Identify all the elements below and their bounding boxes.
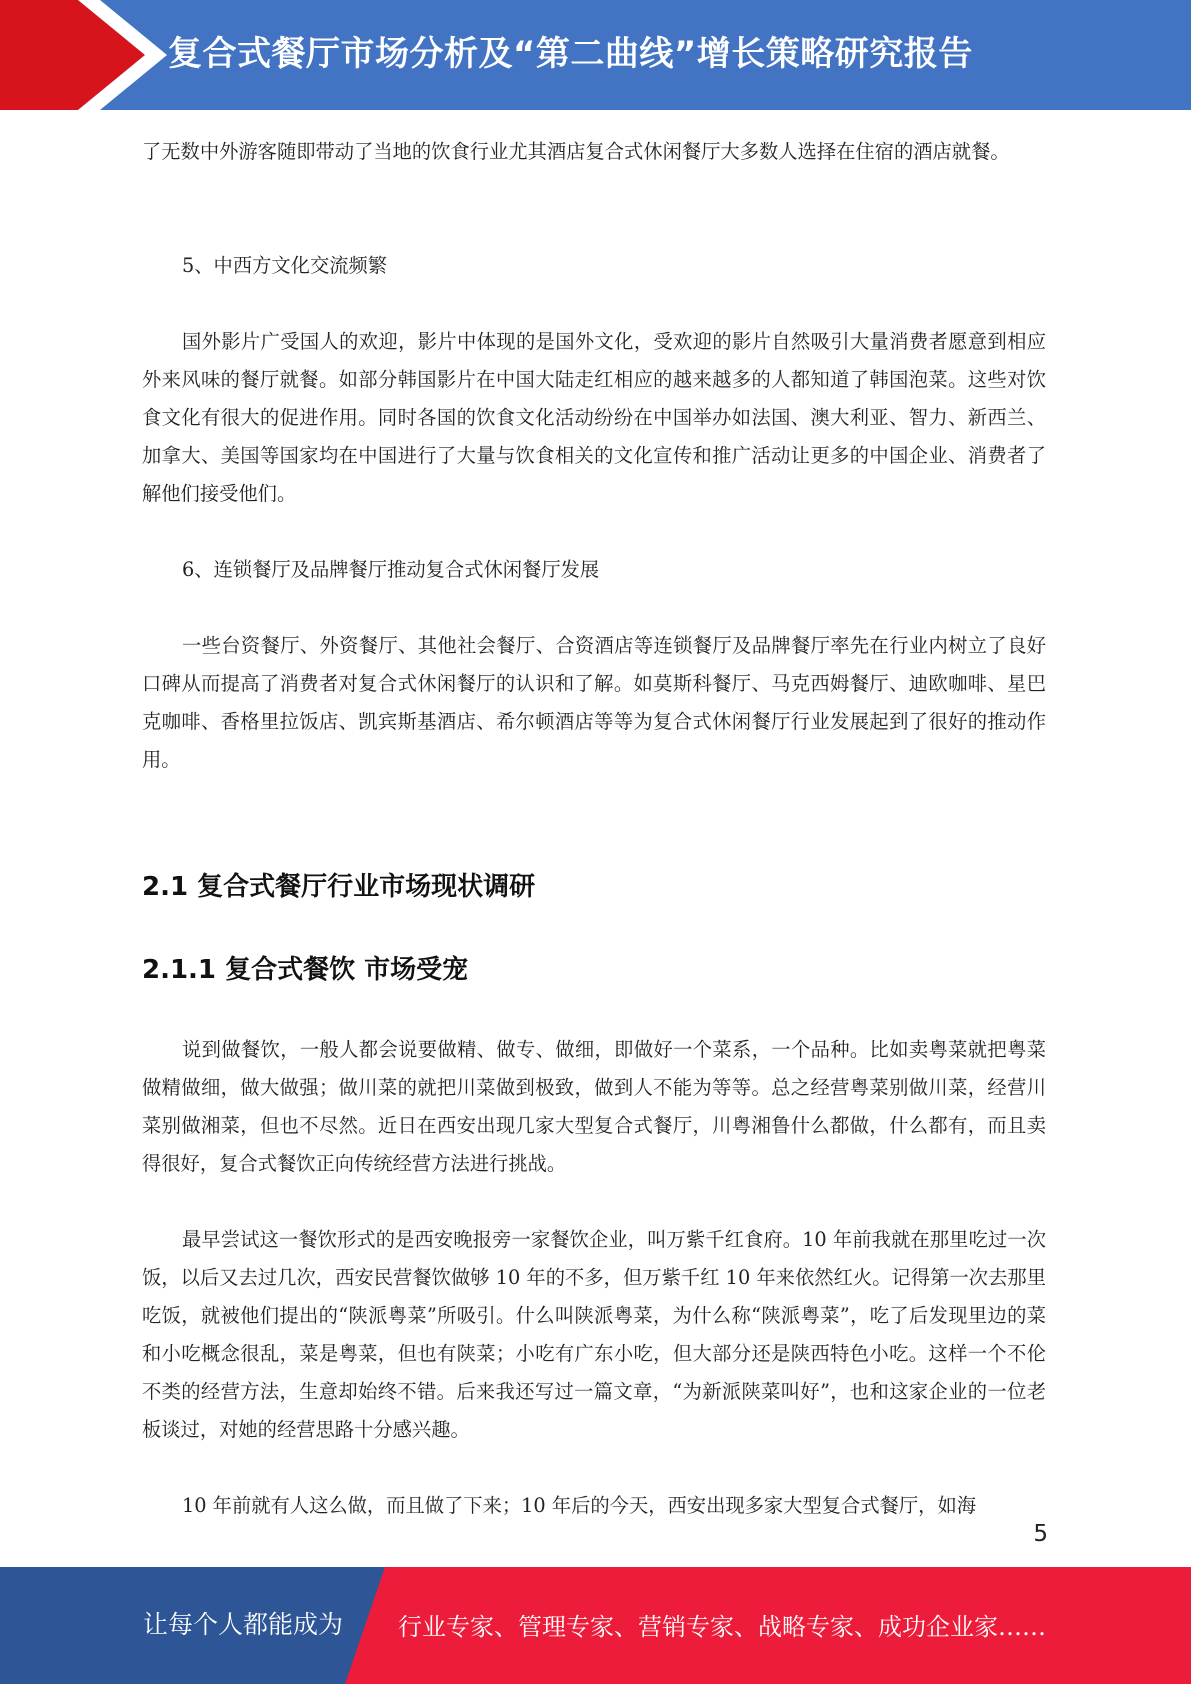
footer-slogan-left: 让每个人都能成为: [143, 1610, 344, 1639]
section-heading: 2.1 复合式餐厅行业市场现状调研: [142, 872, 536, 902]
paragraph: 10 年前就有人这么做，而且做了下来；10 年后的今天，西安出现多家大型复合式餐厅，如海: [182, 1494, 977, 1517]
paragraph: 了无数中外游客随即带动了当地的饮食行业尤其酒店复合式休闲餐厅大多数人选择在住宿的酒店就餐。: [142, 140, 1010, 163]
list-item-5: 5、中西方文化交流频繁: [182, 254, 388, 277]
report-title: 复合式餐厅市场分析及“第二曲线”增长策略研究报告: [168, 34, 973, 74]
page-number: 5: [1033, 1521, 1048, 1547]
page-footer: [0, 1567, 1191, 1684]
subsection-heading: 2.1.1 复合式餐饮 市场受宠: [142, 955, 469, 985]
paragraph: 最早尝试这一餐饮形式的是西安晚报旁一家餐饮企业，叫万紫千红食府。10 年前我就在那里吃过一次饭，以后又去过几次，西安民营餐饮做够 10 年的不多，但万紫千红 10 年来依然红火。记得第一次去那里吃饭，就被他们提出的“陕派粤菜”所吸引。什么叫陕派粤菜，为什么称“陕派粤菜”，吃了后发现里边的菜和小吃概念很乱，菜是粤菜，但也有陕菜；小吃有广东小吃，但大部分还是陕西特色小吃。这样一个不伦不类的经营方法，生意却始终不错。后来我还写过一篇文章，“为新派陕菜叫好”，也和这家企业的一位老板谈过，对她的经营思路十分感兴趣。: [142, 1228, 1046, 1441]
paragraph: 一些台资餐厅、外资餐厅、其他社会餐厅、合资酒店等连锁餐厅及品牌餐厅率先在行业内树立了良好口碑从而提高了消费者对复合式休闲餐厅的认识和了解。如莫斯科餐厅、马克西姆餐厅、迪欧咖啡、星巴克咖啡、香格里拉饭店、凯宾斯基酒店、希尔顿酒店等等为复合式休闲餐厅行业发展起到了很好的推动作用。: [142, 634, 1046, 771]
paragraph: 说到做餐饮，一般人都会说要做精、做专、做细，即做好一个菜系，一个品种。比如卖粤菜就把粤菜做精做细，做大做强；做川菜的就把川菜做到极致，做到人不能为等等。总之经营粤菜别做川菜，经营川菜别做湘菜，但也不尽然。近日在西安出现几家大型复合式餐厅，川粤湘鲁什么都做，什么都有，而且卖得很好，复合式餐饮正向传统经营方法进行挑战。: [142, 1038, 1046, 1175]
footer-slogan-right: 行业专家、管理专家、营销专家、战略专家、成功企业家……: [398, 1613, 1046, 1641]
list-item-6: 6、连锁餐厅及品牌餐厅推动复合式休闲餐厅发展: [182, 558, 600, 581]
paragraph: 国外影片广受国人的欢迎，影片中体现的是国外文化，受欢迎的影片自然吸引大量消费者愿意到相应外来风味的餐厅就餐。如部分韩国影片在中国大陆走红相应的越来越多的人都知道了韩国泡菜。这些对饮食文化有很大的促进作用。同时各国的饮食文化活动纷纷在中国举办如法国、澳大利亚、智力、新西兰、加拿大、美国等国家均在中国进行了大量与饮食相关的文化宣传和推广活动让更多的中国企业、消费者了解他们接受他们。: [142, 330, 1046, 505]
page-header: [0, 0, 1191, 110]
